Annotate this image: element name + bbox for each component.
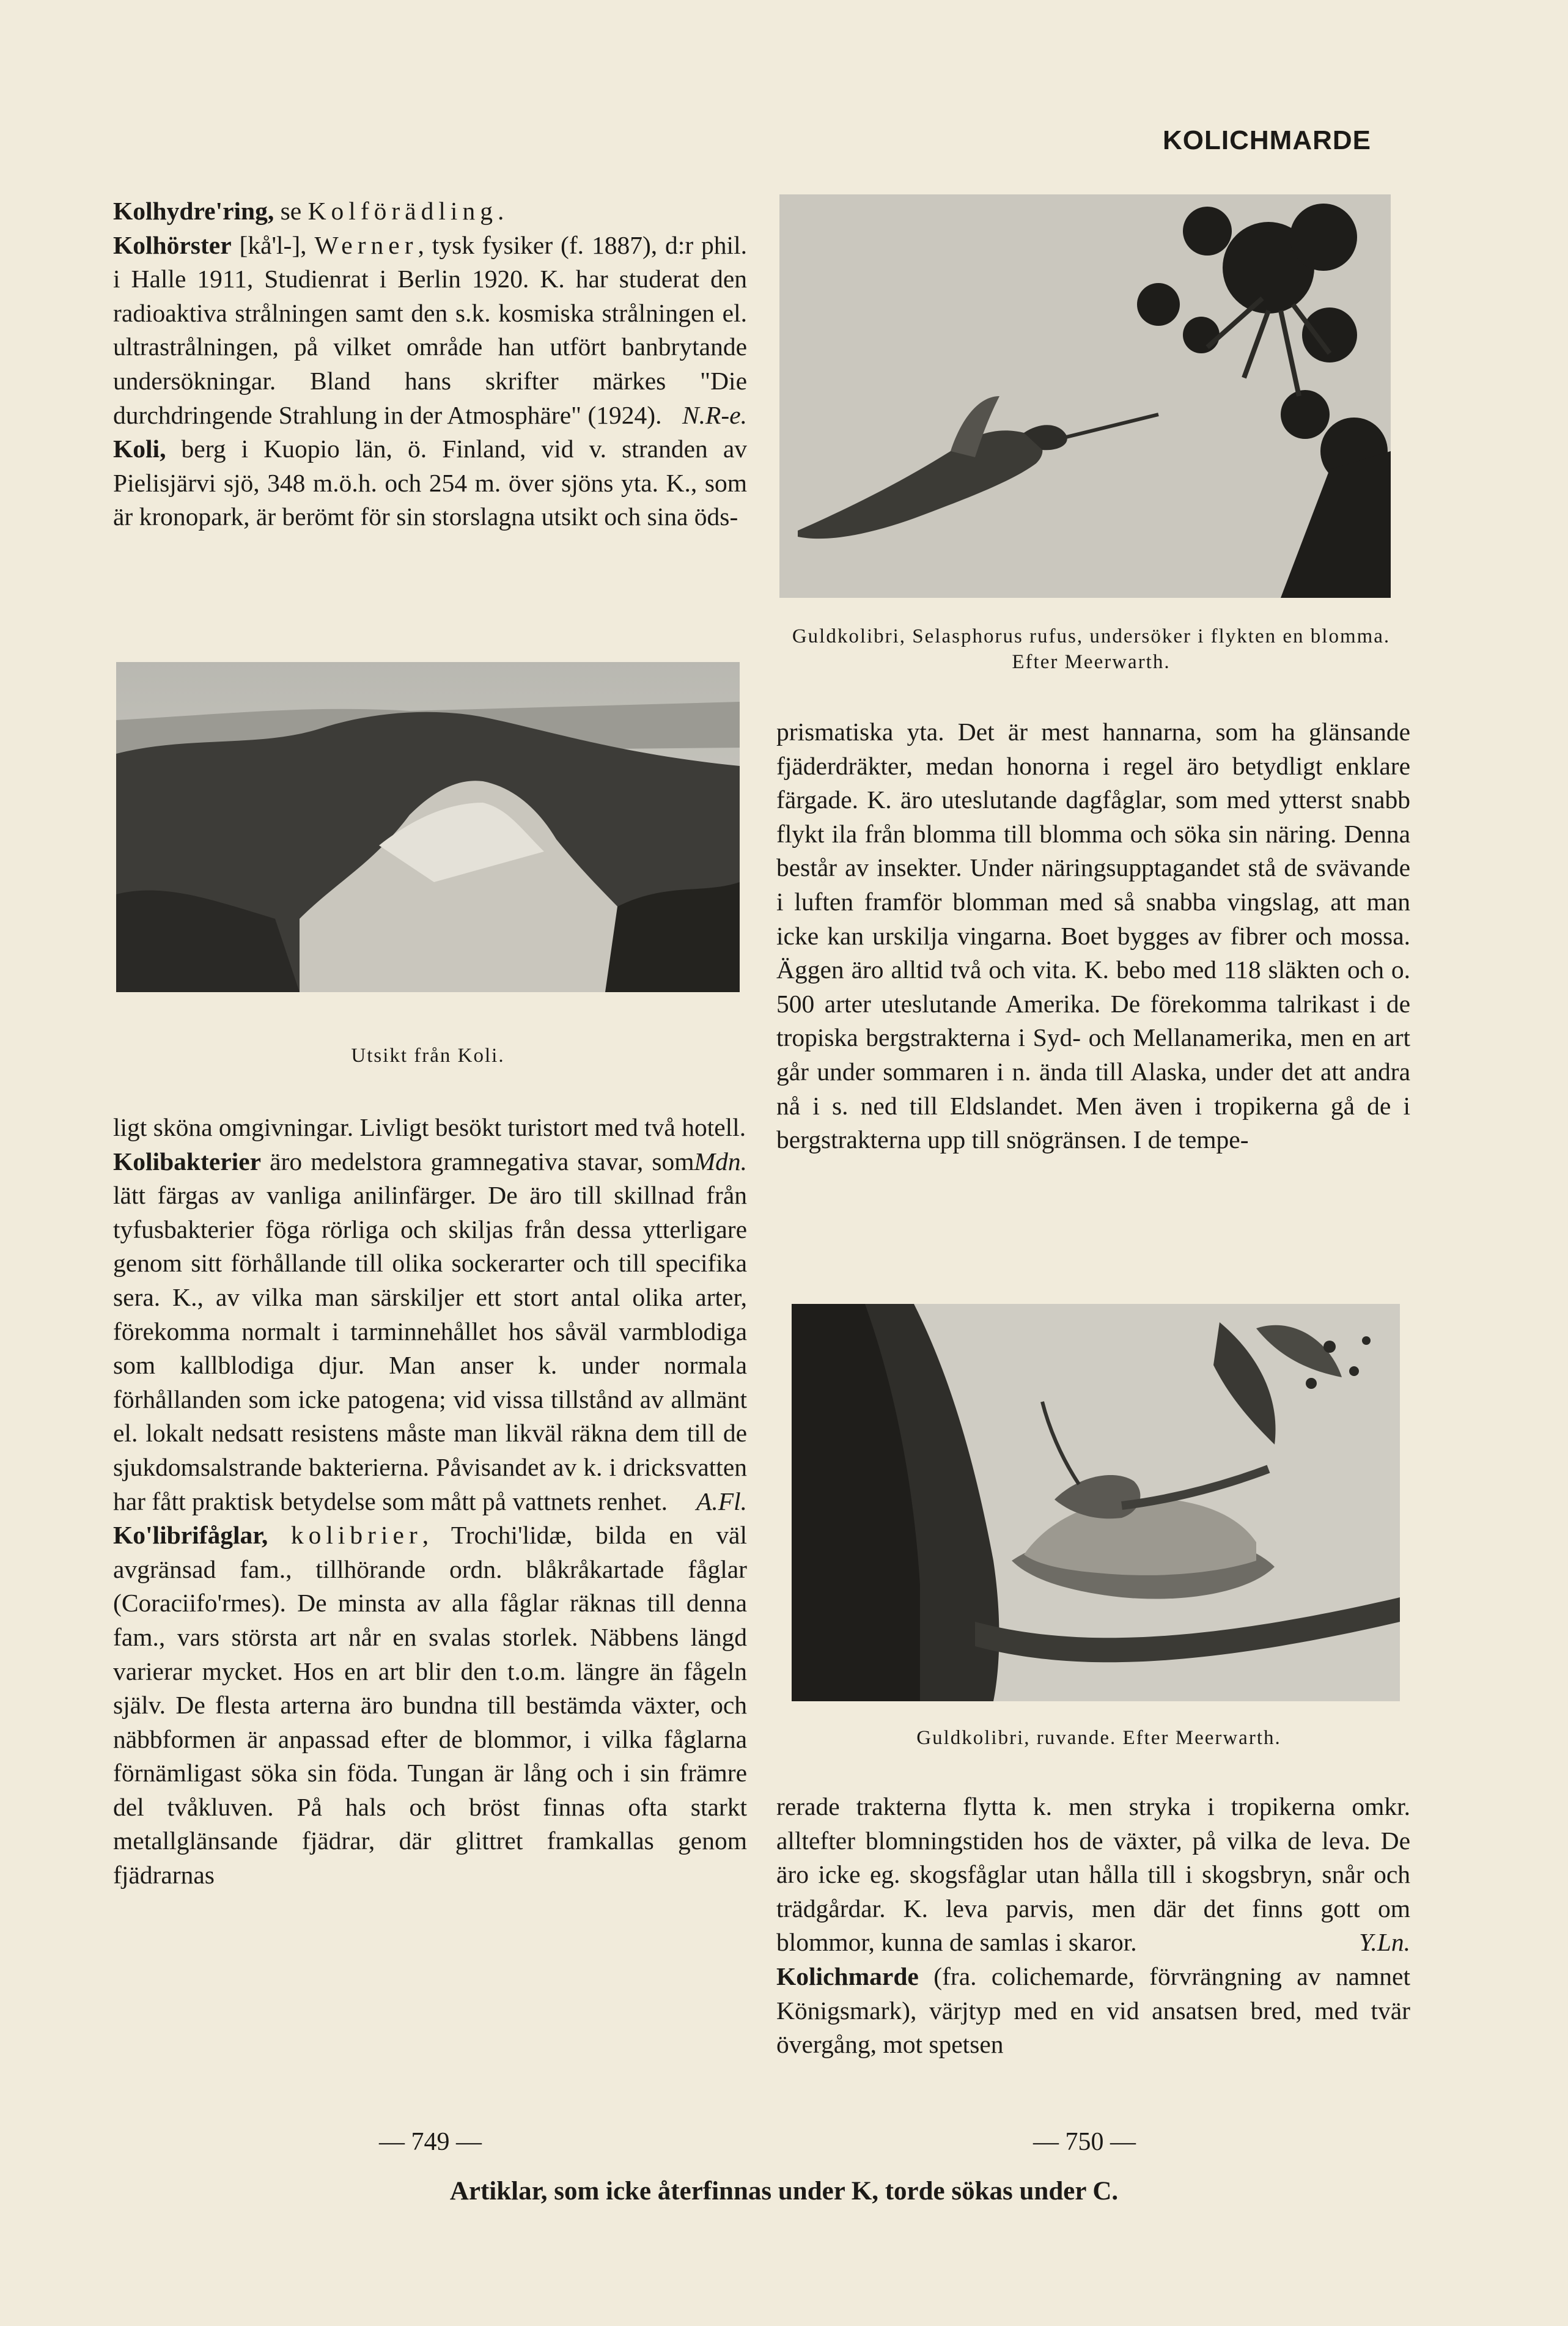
author-signature: Y.Ln. [1359, 1928, 1410, 1957]
author-signature: A.Fl. [696, 1487, 747, 1515]
entry-kolibrifaglar: Ko'librifåglar, kolibrier, Trochi'lidæ, bilda en väl avgränsad fam., tillhörande ordn. blåkråkartade fåglar (Coraciifo'rmes). De minsta av alla fåglar räknas till denna fam., vars största art når en svalas storlek. Näbbens längd varierar mycket. Hos en art blir den t.o.m. längre än fågeln själv. De flesta arterna äro bundna till bestämda växter, och näbbformen är anpassad efter de blommor, i vilka fåglarna förnämligast söka sin föda. Tungan är lång och i sin främre del tvåkluven. På hals och bröst finnas ofta starkt metallglänsande fjädrar, där glittret framkallas genom fjädrarnas [113, 1521, 747, 1890]
page-number-right: — 750 — [1033, 2128, 1136, 2156]
entry-kolhydrering: Kolhydre'ring, se Kolförädling. [113, 197, 504, 225]
koli-landscape-photo [116, 662, 740, 992]
caption-koli: Utsikt från Koli. [351, 1045, 505, 1067]
author-signature: N.R-e. [682, 400, 747, 429]
entry-koli-cont: ligt sköna omgivningar. Livligt besökt turistort med två hotell. Mdn. [113, 1111, 747, 1145]
right-column-bottom [776, 1790, 1410, 2062]
left-column-bottom [113, 1111, 747, 1893]
entry-kolibrifaglar-end: rerade trakterna flytta k. men stryka i tropikerna omkr. alltefter blomningstiden hos de växter, på vilka de leva. De äro icke eg. skogsfåglar utan hålla till i skogsbryn, snår och trädgårdar. K. leva parvis, men där det finns gott om blommor, kunna de samlas i skaror. Y.Ln. [776, 1790, 1410, 1960]
caption-hummingbird-flight: Guldkolibri, Selasphorus rufus, undersöker i flykten en blomma. Efter Meerwarth. [792, 625, 1391, 673]
right-column-middle [776, 715, 1410, 1157]
author-signature: Mdn. [694, 1147, 747, 1176]
running-head: KOLICHMARDE [1163, 125, 1371, 155]
left-column-top [113, 194, 747, 534]
hummingbird-flight-photo [779, 194, 1391, 598]
caption-hummingbird-nest: Guldkolibri, ruvande. Efter Meerwarth. [916, 1727, 1281, 1749]
entry-koli: Koli, berg i Kuopio län, ö. Finland, vid v. stranden av Pielisjärvi sjö, 348 m.ö.h. och 254 m. över sjöns yta. K., som är kronopark, är berömt för sin storslagna utsikt och sina öds- [113, 435, 747, 531]
entry-kolhorster: Kolhörster [kå'l-], Werner, tysk fysiker (f. 1887), d:r phil. i Halle 1911, Studienrat i Berlin 1920. K. har studerat den radioaktiva strålningen samt den s.k. kosmiska strålningen el. ultrastrålningen, på vilket område han utfört banbrytande undersökningar. Bland hans skrifter märkes "Die durchdringende Strahlung in der Atmosphäre" (1924). N.R-e. [113, 229, 747, 433]
entry-kolichmarde: Kolichmarde (fra. colichemarde, förvrängning av namnet Königsmark), värjtyp med en vid ansatsen bred, med tvär övergång, mot spetsen [776, 1962, 1410, 2059]
entry-kolibrifaglar-cont: prismatiska yta. Det är mest hannarna, som ha glänsande fjäderdräkter, medan honorna i regel äro betydligt enklare färgade. K. äro uteslutande dagfåglar, som med ytterst snabb flykt ila från blomma till blomma och söka sin näring. Denna består av insekter. Under näringsupptagandet stå de svävande i luften framför blomman med så snabba vingslag, att man icke kan urskilja vingarna. Boet bygges av fibrer och mossa. Äggen äro alltid två och vita. K. bebo med 118 släkten och o. 500 arter uteslutande Amerika. De förekomma talrikast i de tropiska bergstrakterna i Syd- och Mellanamerika, men en art går under sommaren i n. ända till Alaska, under det att andra nå i s. ned till Eldslandet. Men även i tropikerna gå de i bergstrakterna upp till snögränsen. I de tempe- [776, 718, 1410, 1154]
page-number-left: — 749 — [379, 2128, 482, 2156]
hummingbird-nest-photo [792, 1304, 1400, 1701]
footer-note: Artiklar, som icke återfinnas under K, torde sökas under C. [449, 2177, 1119, 2206]
entry-kolibakterier: Kolibakterier äro medelstora gramnegativa stavar, som lätt färgas av vanliga anilinfärger. De äro till skillnad från tyfusbakterier föga rörliga och skiljas från dessa ytterligare genom sitt förhållande till olika sockerarter och till specifika sera. K., av vilka man särskiljer ett stort antal olika arter, förekomma normalt i tarminnehållet hos såväl varmblodiga som kallblodiga djur. Man anser k. under normala förhållanden som icke patogena; vid vissa tillstånd av allmänt el. lokalt nedsatt resistens måste man likväl räkna dem till de sjukdomsalstrande bakterierna. Påvisandet av k. i dricksvatten har fått praktisk betydelse som mått på vattnets renhet. A.Fl. [113, 1145, 747, 1519]
